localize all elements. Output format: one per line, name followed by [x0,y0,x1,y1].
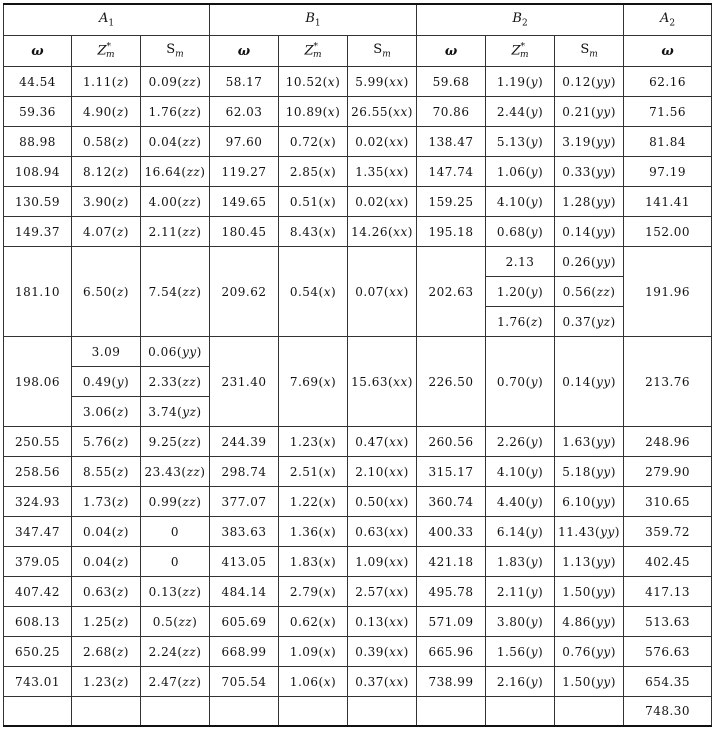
table-row [4,667,712,697]
a1-z-cell: 1.25(z) [72,607,141,637]
b2-z-cell: 1.19(y) [486,67,555,97]
a2-omega-cell: 513.63 [624,607,712,637]
b2-s-cell: 1.13(yy) [555,547,624,577]
a1-omega-cell: 250.55 [4,427,72,457]
b1-s-cell: 0.02(xx) [348,127,417,157]
group-a2-header: $A_2$ [624,4,712,36]
a1-omega-cell: 650.25 [4,637,72,667]
b2-s-cell: 1.50(yy) [555,577,624,607]
table-row [4,517,712,547]
empty-cell [141,697,210,727]
a1-omega-cell: 198.06 [4,337,72,427]
a1-z-cell: 4.07(z) [72,217,141,247]
z-column-header: $Z^*_m$ [279,36,348,67]
b2-z-cell: 1.56(y) [486,637,555,667]
a1-s-cell: 0.99(zz) [141,487,210,517]
a1-s-cell: 3.74(yz) [141,397,210,427]
b2-z-cell: 0.68(y) [486,217,555,247]
a1-z-cell: 8.55(z) [72,457,141,487]
group-b2-header: $B_2$ [417,4,624,36]
a2-omega-cell: 213.76 [624,337,712,427]
b2-z-cell: 4.10(y) [486,187,555,217]
a1-z-cell: 0.04(z) [72,547,141,577]
b2-omega-cell: 70.86 [417,97,486,127]
b2-omega-cell: 665.96 [417,637,486,667]
b2-z-cell: 4.40(y) [486,487,555,517]
s-column-header: $S_m$ [348,36,417,67]
b1-s-cell: 15.63(xx) [348,337,417,427]
a1-omega-cell: 379.05 [4,547,72,577]
table-row [4,457,712,487]
a1-omega-cell: 258.56 [4,457,72,487]
a1-s-cell: 7.54(zz) [141,247,210,337]
a2-omega-cell: 402.45 [624,547,712,577]
b2-s-cell: 1.28(yy) [555,187,624,217]
table-row [4,157,712,187]
b2-omega-cell: 147.74 [417,157,486,187]
b1-omega-cell: 298.74 [210,457,279,487]
a2-omega-cell: 279.90 [624,457,712,487]
b1-omega-cell: 231.40 [210,337,279,427]
b1-z-cell: 2.51(x) [279,457,348,487]
b2-omega-cell: 360.74 [417,487,486,517]
b1-omega-cell: 244.39 [210,427,279,457]
table-body [4,67,712,727]
empty-cell [279,697,348,727]
b1-s-cell: 0.39(xx) [348,637,417,667]
b2-omega-cell: 260.56 [417,427,486,457]
b1-z-cell: 1.09(x) [279,637,348,667]
b1-s-cell: 5.99(xx) [348,67,417,97]
b2-z-cell: 1.06(y) [486,157,555,187]
a1-s-cell: 0 [141,547,210,577]
table-row [4,607,712,637]
vibration-mode-table [3,3,712,727]
a1-s-cell: 0.09(zz) [141,67,210,97]
b1-z-cell: 1.36(x) [279,517,348,547]
b1-z-cell: 2.85(x) [279,157,348,187]
b2-z-cell: 6.14(y) [486,517,555,547]
b2-z-cell: 2.16(y) [486,667,555,697]
a1-s-cell: 2.24(zz) [141,637,210,667]
a2-omega-cell: 748.30 [624,697,712,727]
z-column-header: $Z^*_m$ [72,36,141,67]
a1-omega-cell: 407.42 [4,577,72,607]
b2-s-cell: 0.12(yy) [555,67,624,97]
b2-z-cell: 2.44(y) [486,97,555,127]
b2-omega-cell: 138.47 [417,127,486,157]
b2-s-cell: 5.18(yy) [555,457,624,487]
a1-z-cell: 0.49(y) [72,367,141,397]
group-b1-header: $B_1$ [210,4,417,36]
b2-z-cell: 2.13 [486,247,555,277]
table-row [4,577,712,607]
a1-z-cell: 1.73(z) [72,487,141,517]
b2-omega-cell: 226.50 [417,337,486,427]
b1-z-cell: 8.43(x) [279,217,348,247]
a1-z-cell: 3.90(z) [72,187,141,217]
b2-z-cell: 1.76(z) [486,307,555,337]
s-column-header: $S_m$ [555,36,624,67]
b1-s-cell: 14.26(xx) [348,217,417,247]
b1-s-cell: 0.37(xx) [348,667,417,697]
b1-omega-cell: 413.05 [210,547,279,577]
a1-omega-cell: 44.54 [4,67,72,97]
table-row [4,547,712,577]
b1-z-cell: 1.23(x) [279,427,348,457]
b2-omega-cell: 495.78 [417,577,486,607]
empty-cell [348,697,417,727]
b2-omega-cell: 315.17 [417,457,486,487]
b1-s-cell: 2.57(xx) [348,577,417,607]
a1-z-cell: 3.06(z) [72,397,141,427]
a1-omega-cell: 59.36 [4,97,72,127]
a2-omega-cell: 417.13 [624,577,712,607]
a2-omega-cell: 359.72 [624,517,712,547]
a1-s-cell: 0 [141,517,210,547]
b2-omega-cell: 421.18 [417,547,486,577]
b2-s-cell: 0.26(yy) [555,247,624,277]
b1-s-cell: 2.10(xx) [348,457,417,487]
a1-z-cell: 4.90(z) [72,97,141,127]
b2-s-cell: 3.19(yy) [555,127,624,157]
b1-z-cell: 0.51(x) [279,187,348,217]
a1-z-cell: 2.68(z) [72,637,141,667]
a1-z-cell: 1.11(z) [72,67,141,97]
a1-s-cell: 2.47(zz) [141,667,210,697]
a1-omega-cell: 324.93 [4,487,72,517]
b2-omega-cell: 202.63 [417,247,486,337]
b2-z-cell: 1.20(y) [486,277,555,307]
empty-cell [486,697,555,727]
s-column-header: $S_m$ [141,36,210,67]
a1-omega-cell: 149.37 [4,217,72,247]
a1-omega-cell: 108.94 [4,157,72,187]
b2-z-cell: 4.10(y) [486,457,555,487]
a2-omega-cell: 97.19 [624,157,712,187]
group-a1-header: $A_1$ [4,4,210,36]
b1-omega-cell: 119.27 [210,157,279,187]
empty-cell [555,697,624,727]
b1-s-cell: 1.09(xx) [348,547,417,577]
b1-s-cell: 26.55(xx) [348,97,417,127]
b2-s-cell: 0.33(yy) [555,157,624,187]
table-row [4,97,712,127]
group-header-row [4,4,712,36]
a1-omega-cell: 181.10 [4,247,72,337]
b1-s-cell: 0.47(xx) [348,427,417,457]
b1-z-cell: 0.62(x) [279,607,348,637]
a2-omega-cell: 81.84 [624,127,712,157]
b2-z-cell: 5.13(y) [486,127,555,157]
a1-omega-cell: 88.98 [4,127,72,157]
a1-s-cell: 0.06(yy) [141,337,210,367]
a1-s-cell: 9.25(zz) [141,427,210,457]
a2-omega-cell: 152.00 [624,217,712,247]
empty-cell [72,697,141,727]
table-row [4,217,712,247]
b2-s-cell: 0.56(zz) [555,277,624,307]
b2-z-cell: 2.26(y) [486,427,555,457]
b2-omega-cell: 738.99 [417,667,486,697]
table-wrapper [3,3,712,727]
b2-omega-cell: 159.25 [417,187,486,217]
b1-z-cell: 10.52(x) [279,67,348,97]
a1-z-cell: 0.63(z) [72,577,141,607]
b2-omega-cell: 571.09 [417,607,486,637]
b2-s-cell: 0.76(yy) [555,637,624,667]
a2-omega-cell: 141.41 [624,187,712,217]
b2-s-cell: 1.63(yy) [555,427,624,457]
b1-z-cell: 0.72(x) [279,127,348,157]
omega-column-header: ω [210,36,279,67]
b1-s-cell: 1.35(xx) [348,157,417,187]
table-row [4,487,712,517]
a1-z-cell: 8.12(z) [72,157,141,187]
b1-omega-cell: 180.45 [210,217,279,247]
b2-s-cell: 6.10(yy) [555,487,624,517]
b2-s-cell: 11.43(yy) [555,517,624,547]
b2-z-cell: 1.83(y) [486,547,555,577]
a2-omega-cell: 62.16 [624,67,712,97]
a1-s-cell: 0.5(zz) [141,607,210,637]
a1-s-cell: 0.13(zz) [141,577,210,607]
column-header-row [4,36,712,67]
b1-omega-cell: 668.99 [210,637,279,667]
a1-z-cell: 6.50(z) [72,247,141,337]
b2-s-cell: 0.21(yy) [555,97,624,127]
a1-z-cell: 3.09 [72,337,141,367]
a1-s-cell: 23.43(zz) [141,457,210,487]
b2-omega-cell: 400.33 [417,517,486,547]
b2-omega-cell: 195.18 [417,217,486,247]
b1-z-cell: 7.69(x) [279,337,348,427]
b2-z-cell: 0.70(y) [486,337,555,427]
a2-omega-cell: 310.65 [624,487,712,517]
b1-omega-cell: 484.14 [210,577,279,607]
b1-s-cell: 0.07(xx) [348,247,417,337]
table-row [4,697,712,727]
b2-s-cell: 1.50(yy) [555,667,624,697]
a1-omega-cell: 608.13 [4,607,72,637]
b1-omega-cell: 705.54 [210,667,279,697]
a1-s-cell: 2.11(zz) [141,217,210,247]
b2-omega-cell: 59.68 [417,67,486,97]
b1-omega-cell: 149.65 [210,187,279,217]
b1-s-cell: 0.02(xx) [348,187,417,217]
empty-cell [4,697,72,727]
a1-omega-cell: 743.01 [4,667,72,697]
a2-omega-cell: 576.63 [624,637,712,667]
z-column-header: $Z^*_m$ [486,36,555,67]
b1-z-cell: 2.79(x) [279,577,348,607]
a1-s-cell: 4.00(zz) [141,187,210,217]
b1-omega-cell: 58.17 [210,67,279,97]
a1-z-cell: 0.58(z) [72,127,141,157]
b2-z-cell: 2.11(y) [486,577,555,607]
b1-z-cell: 10.89(x) [279,97,348,127]
b1-s-cell: 0.50(xx) [348,487,417,517]
b1-omega-cell: 377.07 [210,487,279,517]
table-row [4,187,712,217]
table-row [4,67,712,97]
b2-z-cell: 3.80(y) [486,607,555,637]
b1-z-cell: 0.54(x) [279,247,348,337]
a1-s-cell: 1.76(zz) [141,97,210,127]
a1-s-cell: 2.33(zz) [141,367,210,397]
b2-s-cell: 0.14(yy) [555,337,624,427]
b1-omega-cell: 383.63 [210,517,279,547]
b1-z-cell: 1.83(x) [279,547,348,577]
a1-z-cell: 1.23(z) [72,667,141,697]
table-row [4,637,712,667]
a1-z-cell: 0.04(z) [72,517,141,547]
a2-omega-cell: 71.56 [624,97,712,127]
b1-z-cell: 1.22(x) [279,487,348,517]
omega-column-header: ω [624,36,712,67]
b2-s-cell: 0.14(yy) [555,217,624,247]
b2-s-cell: 0.37(yz) [555,307,624,337]
b1-omega-cell: 62.03 [210,97,279,127]
a1-omega-cell: 130.59 [4,187,72,217]
b1-s-cell: 0.63(xx) [348,517,417,547]
a2-omega-cell: 248.96 [624,427,712,457]
table-row [4,247,712,277]
a1-s-cell: 16.64(zz) [141,157,210,187]
a2-omega-cell: 654.35 [624,667,712,697]
a1-s-cell: 0.04(zz) [141,127,210,157]
b1-z-cell: 1.06(x) [279,667,348,697]
b2-s-cell: 4.86(yy) [555,607,624,637]
table-row [4,337,712,367]
omega-column-header: ω [417,36,486,67]
b1-omega-cell: 209.62 [210,247,279,337]
empty-cell [417,697,486,727]
a2-omega-cell: 191.96 [624,247,712,337]
b1-s-cell: 0.13(xx) [348,607,417,637]
empty-cell [210,697,279,727]
a1-z-cell: 5.76(z) [72,427,141,457]
table-row [4,427,712,457]
omega-column-header: ω [4,36,72,67]
table-row [4,127,712,157]
b1-omega-cell: 97.60 [210,127,279,157]
a1-omega-cell: 347.47 [4,517,72,547]
b1-omega-cell: 605.69 [210,607,279,637]
